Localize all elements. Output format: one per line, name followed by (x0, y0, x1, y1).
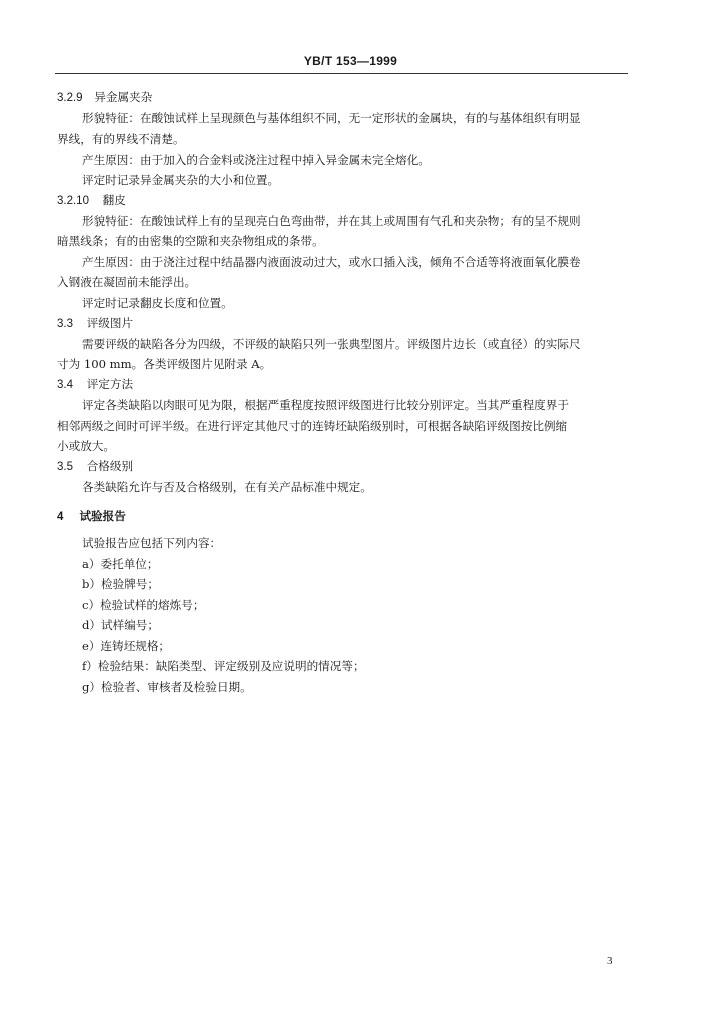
list-item: b）检验牌号； (82, 577, 159, 591)
section-3-2-9-heading (57, 89, 152, 106)
section-title: 试验报告 (79, 510, 126, 523)
paragraph-line: 小或放大。 (57, 439, 115, 453)
standard-code-header: YB/T 153—1999 (303, 54, 398, 68)
section-title: 评定方法 (86, 378, 134, 391)
list-item: d）试样编号； (82, 618, 159, 632)
header-rule (55, 73, 628, 74)
paragraph-line: 暗黑线条；有的由密集的空隙和夹杂物组成的条带。 (57, 234, 324, 248)
section-title: 评级图片 (86, 317, 134, 330)
section-3-2-10-heading (57, 192, 126, 209)
paragraph-line: 评定时记录异金属夹杂的大小和位置。 (82, 173, 280, 187)
list-item: f）检验结果：缺陷类型、评定级别及应说明的情况等； (82, 659, 365, 673)
paragraph-line: 形貌特征：在酸蚀试样上有的呈现亮白色弯曲带，并在其上或周围有气孔和夹杂物；有的呈不规则 (82, 214, 581, 228)
paragraph-line: 寸为 100 mm。各类评级图片见附录 A。 (57, 357, 272, 371)
paragraph-line: 相邻两级之间时可评半级。在进行评定其他尺寸的连铸坯缺陷级别时，可根据各缺陷评级图按比例缩 (57, 419, 568, 433)
section-number: 3.4 (57, 379, 73, 391)
paragraph-line: 评定时记录翻皮长度和位置。 (82, 296, 233, 310)
section-number: 3.2.10 (57, 195, 89, 207)
list-item: g）检验者、审核者及检验日期。 (82, 680, 252, 694)
section-number: 3.2.9 (57, 92, 83, 104)
paragraph-line: 评定各类缺陷以肉眼可见为限，根据严重程度按照评级图进行比较分别评定。当其严重程度界于 (82, 398, 569, 412)
section-title: 合格级别 (86, 460, 134, 473)
section-3-4-heading (57, 376, 133, 393)
section-title: 异金属夹杂 (94, 91, 153, 104)
list-item: a）委托单位； (82, 557, 159, 571)
section-number: 3.5 (57, 461, 73, 473)
section-title: 翻皮 (102, 194, 126, 207)
paragraph-line: 入钢液在凝固前未能浮出。 (57, 275, 197, 289)
section-3-3-heading (57, 315, 133, 332)
section-number: 3.3 (57, 318, 73, 330)
paragraph-line: 形貌特征：在酸蚀试样上呈现颜色与基体组织不同，无一定形状的金属块，有的与基体组织有明显 (82, 111, 581, 125)
section-4-heading (57, 508, 126, 525)
section-3-5-heading (57, 458, 133, 475)
list-item: e）连铸坯规格； (82, 639, 171, 653)
page-number: 3 (607, 955, 613, 967)
paragraph-line: 产生原因：由于浇注过程中结晶器内液面波动过大，或水口插入浅，倾角不合适等将液面氧化膜卷 (82, 255, 581, 269)
paragraph-line: 产生原因：由于加入的合金料或浇注过程中掉入异金属未完全熔化。 (82, 153, 430, 167)
paragraph-line: 试验报告应包括下列内容： (82, 536, 222, 550)
paragraph-line: 各类缺陷允许与否及合格级别，在有关产品标准中规定。 (82, 480, 372, 494)
paragraph-line: 需要评级的缺陷各分为四级，不评级的缺陷只列一张典型图片。评级图片边长（或直径）的实际尺 (82, 337, 581, 351)
list-item: c）检验试样的熔炼号； (82, 598, 205, 612)
section-number: 4 (57, 511, 64, 523)
paragraph-line: 界线，有的界线不清楚。 (57, 132, 185, 146)
